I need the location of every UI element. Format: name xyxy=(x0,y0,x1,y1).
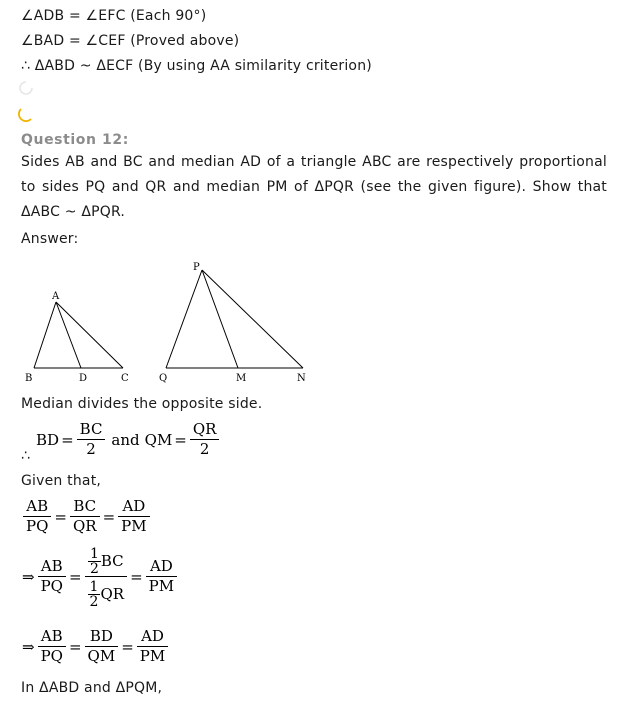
text-line-similarity: ∴ ΔABD ~ ΔECF (By using AA similarity criterion) xyxy=(21,58,372,74)
side-ac xyxy=(56,302,123,368)
equation-bd-qm: BD = $\frac{BC}{2}$ and QM = $\frac{QR}{2}$ xyxy=(35,420,221,459)
spinner-icon xyxy=(18,106,34,122)
median-pm xyxy=(202,270,238,368)
side-ab xyxy=(34,302,56,368)
question-text: Sides AB and BC and median AD of a triangle ABC are respectively proportional to sides PQ and QR and median PM of ΔPQR (see the given figure). Show that ΔABC ~ ΔPQR. xyxy=(21,154,607,220)
label-d: D xyxy=(79,373,88,384)
side-pq xyxy=(166,270,202,368)
median-ad xyxy=(56,302,81,368)
median-text: Median divides the opposite side. xyxy=(21,396,263,412)
answer-label: Answer: xyxy=(21,231,79,247)
last-line: In ΔABD and ΔPQM, xyxy=(21,680,163,696)
label-b: B xyxy=(25,373,33,384)
question-heading: Question 12: xyxy=(21,132,129,148)
text-line-angle-adb: ∠ADB = ∠EFC (Each 90°) xyxy=(21,8,207,24)
label-m: M xyxy=(236,373,247,384)
label-a: A xyxy=(52,291,60,302)
label-n: N xyxy=(297,373,306,384)
given-text: Given that, xyxy=(21,473,102,489)
label-q: Q xyxy=(159,373,168,384)
spinner-icon xyxy=(18,80,34,96)
therefore-symbol: ∴ xyxy=(21,448,31,464)
equation-bd-ratio: ⇒ $\frac{AB}{PQ}$ = $\frac{BD}{QM}$ = $\frac{AD}{PM}$ xyxy=(21,627,170,666)
label-p: P xyxy=(193,262,200,273)
side-pn xyxy=(202,270,303,368)
label-c: C xyxy=(121,373,129,384)
equation-given-ratio: $\frac{AB}{PQ}$ = $\frac{BC}{QR}$ = $\frac{AD}{PM}$ xyxy=(21,497,152,536)
text-line-angle-bad: ∠BAD = ∠CEF (Proved above) xyxy=(21,33,240,49)
triangles-figure xyxy=(18,258,318,386)
equation-half-ratio: ⇒ $\frac{AB}{PQ}$ = 1 2 BC 1 2 QR = $\frac{AD}{PM}$ xyxy=(21,544,179,609)
